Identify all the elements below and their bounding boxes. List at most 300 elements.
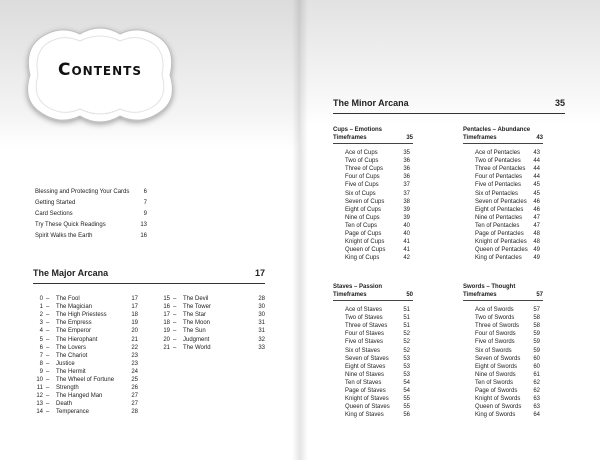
major-arcana-name: Judgment [183, 336, 210, 343]
major-arcana-dash: – [173, 296, 177, 302]
suit-card-entry [475, 339, 540, 347]
major-arcana-dash: – [46, 401, 50, 408]
suit-card-entry [475, 356, 540, 364]
major-arcana-dash: – [46, 377, 50, 383]
suit-heading-page: 43 [536, 135, 543, 141]
major-arcana-dash: – [46, 352, 50, 359]
suit-card-name: Nine of Staves [345, 371, 385, 378]
major-arcana-page-number: 19 [131, 320, 138, 327]
suit-card-page: 60 [533, 363, 540, 370]
major-arcana-number: 8 [39, 360, 43, 367]
suit-card-entry [345, 388, 410, 396]
suit-card-entry [345, 191, 410, 199]
suit-card-entry [475, 231, 540, 239]
major-arcana-name: Justice [56, 360, 75, 367]
major-arcana-name: The Sun [183, 328, 206, 335]
suit-card-entry [475, 364, 540, 372]
suit-card-page: 39 [403, 214, 410, 221]
suit-card-name: Seven of Pentacles [475, 198, 527, 205]
suit-card-name: Six of Cups [345, 190, 376, 197]
suit-card-page: 40 [403, 222, 410, 229]
major-arcana-name: The Chariot [56, 352, 88, 359]
suit-card-name: Queen of Pentacles [475, 247, 528, 254]
suit-card-page: 56 [403, 412, 410, 419]
major-arcana-number: 10 [36, 377, 43, 383]
suit-card-page: 55 [403, 396, 410, 403]
suit-card-page: 52 [403, 339, 410, 346]
book-gutter-shadow [292, 0, 308, 460]
major-arcana-name: Temperance [56, 409, 90, 416]
major-arcana-dash: – [46, 344, 50, 351]
major-arcana-entry [33, 353, 138, 361]
suit-card-page: 57 [533, 307, 540, 313]
suit-card-name: Two of Staves [345, 315, 383, 322]
suit-card-page: 54 [403, 379, 410, 386]
major-arcana-dash: – [173, 336, 177, 343]
suit-card-name: Queen of Swords [475, 404, 522, 411]
suit-card-name: Three of Swords [475, 323, 520, 330]
suit-card-entry [345, 199, 410, 207]
major-arcana-dash: – [46, 393, 50, 400]
major-arcana-entry [33, 401, 138, 409]
suit-card-entry [475, 223, 540, 231]
major-arcana-page-number: 23 [131, 352, 138, 359]
major-arcana-page-number: 31 [258, 328, 265, 335]
suit-heading-page: 35 [406, 135, 413, 141]
major-arcana-title: The Major Arcana [33, 268, 109, 278]
suit-card-entry [475, 247, 540, 255]
major-arcana-page-number: 28 [258, 296, 265, 302]
suit-card-page: 53 [403, 363, 410, 370]
major-arcana-name: The Hierophant [56, 336, 98, 343]
major-arcana-dash: – [46, 320, 50, 327]
suit-card-name: Knight of Staves [345, 396, 389, 403]
suit-card-page: 54 [403, 388, 410, 394]
suit-card-page: 58 [533, 315, 540, 322]
suit-card-entry [475, 191, 540, 199]
intro-entry-label: Try These Quick Readings [35, 222, 106, 228]
major-arcana-name: Death [56, 401, 73, 408]
suit-card-entry [345, 348, 410, 356]
intro-entry-page: 6 [143, 189, 147, 195]
suit-card-entry [345, 315, 410, 323]
suit-card-page: 48 [533, 231, 540, 237]
suit-card-page: 37 [403, 182, 410, 189]
major-arcana-entry [33, 369, 138, 377]
suit-card-name: King of Staves [345, 412, 384, 419]
major-arcana-number: 5 [39, 336, 43, 343]
suit-card-name: Knight of Swords [475, 396, 521, 403]
suit-heading [333, 283, 413, 299]
suit-card-entry [345, 215, 410, 223]
major-arcana-number: 20 [163, 336, 170, 343]
suit-card-entry [475, 315, 540, 323]
major-arcana-number: 18 [163, 320, 170, 327]
major-arcana-page-number: 20 [131, 328, 138, 335]
suit-card-entry [345, 207, 410, 215]
major-arcana-number: 1 [39, 304, 43, 311]
suit-rule [333, 300, 413, 301]
suit-card-entry [345, 380, 410, 388]
suit-card-name: Page of Staves [345, 388, 386, 394]
suit-card-entry [345, 158, 410, 166]
major-arcana-page-number: 27 [131, 393, 138, 400]
suit-rule [463, 300, 543, 301]
suit-card-entry [475, 331, 540, 339]
suit-card-name: Two of Pentacles [475, 158, 521, 165]
suit-heading-page: 57 [536, 292, 543, 298]
major-arcana-page-number: 24 [131, 368, 138, 375]
suit-card-entry [475, 182, 540, 190]
suit-card-page: 39 [403, 206, 410, 213]
suit-card-page: 44 [533, 166, 540, 173]
suit-card-page: 59 [533, 347, 540, 354]
major-arcana-number: 2 [39, 312, 43, 319]
suit-card-name: Knight of Cups [345, 239, 385, 246]
major-arcana-page-number: 33 [258, 344, 265, 351]
suit-card-entry [345, 356, 410, 364]
major-arcana-dash: – [46, 409, 50, 416]
suit-card-entry [345, 231, 410, 239]
suit-card-name: Ten of Staves [345, 379, 382, 386]
suit-heading [463, 126, 543, 142]
major-arcana-name: The Tower [183, 304, 211, 311]
suit-card-entry [475, 255, 540, 263]
major-arcana-name: Strength [56, 385, 79, 392]
suit-card-entry [345, 150, 410, 158]
major-arcana-number: 14 [36, 409, 43, 416]
suit-card-entry [345, 239, 410, 247]
suit-card-name: Page of Cups [345, 231, 382, 237]
major-arcana-number: 12 [36, 393, 43, 400]
suit-card-name: Ace of Staves [345, 307, 383, 313]
suit-card-name: King of Pentacles [475, 255, 522, 262]
major-arcana-page-number: 23 [131, 360, 138, 367]
suit-card-name: King of Swords [475, 412, 516, 419]
suit-card-name: Eight of Swords [475, 363, 518, 370]
suit-card-name: Three of Staves [345, 323, 388, 330]
suit-card-entry [345, 323, 410, 331]
suit-card-page: 64 [533, 412, 540, 419]
intro-entry [35, 233, 147, 239]
major-arcana-heading [33, 268, 265, 278]
major-arcana-number: 19 [163, 328, 170, 335]
suit-card-page: 41 [403, 247, 410, 254]
suit-card-name: Three of Pentacles [475, 166, 526, 173]
major-arcana-dash: – [46, 312, 50, 319]
suit-card-name: Six of Pentacles [475, 190, 519, 197]
intro-entry-page: 9 [143, 211, 147, 217]
suit-card-page: 58 [533, 323, 540, 330]
suit-card-entry [475, 404, 540, 412]
major-arcana-dash: – [46, 304, 50, 311]
major-arcana-number: 13 [36, 401, 43, 408]
major-arcana-page-number: 30 [258, 304, 265, 311]
major-arcana-name: The Empress [56, 320, 92, 327]
suit-card-name: Two of Swords [475, 315, 515, 322]
intro-entry-label: Card Sections [35, 211, 73, 217]
suit-card-name: Nine of Cups [345, 214, 380, 221]
suit-card-name: Ten of Cups [345, 222, 378, 229]
suit-heading-title: Swords – Thought [463, 284, 516, 290]
major-arcana-entry [160, 304, 265, 312]
suit-heading-subtitle: Timeframes [463, 135, 497, 141]
suit-heading-subtitle: Timeframes [463, 292, 497, 298]
major-arcana-number: 17 [163, 312, 170, 319]
major-arcana-page-number: 30 [258, 312, 265, 319]
major-arcana-page-number: 17 [131, 304, 138, 311]
suit-card-page: 36 [403, 166, 410, 173]
major-arcana-entry [160, 320, 265, 328]
major-arcana-name: The Devil [183, 296, 209, 302]
suit-card-entry [345, 372, 410, 380]
intro-entry-page: 7 [143, 200, 147, 206]
major-arcana-name: The Moon [183, 320, 211, 327]
suit-card-page: 36 [403, 158, 410, 165]
major-arcana-name: The Lovers [56, 344, 87, 351]
major-arcana-dash: – [173, 320, 177, 327]
suit-card-entry [475, 380, 540, 388]
suit-card-name: Four of Swords [475, 331, 516, 338]
major-arcana-entry [160, 296, 265, 304]
suit-card-page: 47 [533, 214, 540, 221]
major-arcana-entry [33, 385, 138, 393]
suit-card-entry [345, 404, 410, 412]
suit-card-name: Eight of Staves [345, 363, 386, 370]
major-arcana-entry [33, 296, 138, 304]
major-arcana-number: 0 [39, 296, 43, 302]
major-arcana-number: 3 [39, 320, 43, 327]
major-arcana-page-number: 21 [131, 336, 138, 343]
suit-heading [333, 126, 413, 142]
major-arcana-entry [33, 337, 138, 345]
suit-card-page: 44 [533, 158, 540, 165]
suit-card-page: 60 [533, 355, 540, 362]
suit-card-name: Five of Pentacles [475, 182, 522, 189]
major-arcana-dash: – [46, 360, 50, 367]
suit-card-page: 43 [533, 150, 540, 156]
suit-heading-page: 50 [406, 292, 413, 298]
major-arcana-name: The Fool [56, 296, 80, 302]
suit-card-page: 51 [403, 323, 410, 330]
major-arcana-entry [33, 320, 138, 328]
suit-card-name: Queen of Staves [345, 404, 390, 411]
suit-card-name: Page of Swords [475, 388, 518, 394]
suit-heading-title: Pentacles – Abundance [463, 127, 531, 133]
suit-card-page: 59 [533, 339, 540, 346]
major-arcana-number: 11 [36, 385, 43, 392]
suit-card-page: 53 [403, 371, 410, 378]
suit-card-entry [345, 396, 410, 404]
suit-heading-subtitle: Timeframes [333, 292, 367, 298]
suit-card-page: 49 [533, 255, 540, 262]
suit-card-entry [345, 364, 410, 372]
suit-card-entry [345, 255, 410, 263]
suit-card-entry [345, 307, 410, 315]
major-arcana-entry [33, 409, 138, 417]
suit-card-entry [475, 199, 540, 207]
major-arcana-name: The Magician [56, 304, 93, 311]
major-arcana-page-number: 28 [131, 409, 138, 416]
suit-card-entry [475, 215, 540, 223]
suit-card-name: Ten of Pentacles [475, 222, 520, 229]
major-arcana-entry [160, 337, 265, 345]
suit-card-entry [475, 323, 540, 331]
suit-card-page: 63 [533, 396, 540, 403]
major-arcana-dash: – [46, 385, 50, 392]
suit-card-entry [475, 412, 540, 420]
major-arcana-page-number: 25 [131, 377, 138, 383]
minor-arcana-heading [333, 98, 565, 108]
major-arcana-entry [33, 328, 138, 336]
suit-card-page: 46 [533, 198, 540, 205]
suit-card-name: Ace of Pentacles [475, 150, 521, 156]
suit-card-entry [345, 339, 410, 347]
suit-card-name: Seven of Cups [345, 198, 385, 205]
suit-card-page: 40 [403, 231, 410, 237]
suit-card-name: Ace of Cups [345, 150, 378, 156]
major-arcana-entry [160, 328, 265, 336]
minor-arcana-title: The Minor Arcana [333, 98, 409, 108]
suit-card-entry [345, 331, 410, 339]
suit-card-name: Six of Swords [475, 347, 512, 354]
suit-card-name: Seven of Swords [475, 355, 521, 362]
major-arcana-page-number: 18 [131, 312, 138, 319]
major-arcana-dash: – [173, 328, 177, 335]
major-arcana-name: The World [183, 344, 211, 351]
intro-entry [35, 200, 147, 206]
suit-card-page: 51 [403, 307, 410, 313]
major-arcana-dash: – [46, 296, 50, 302]
suit-card-page: 45 [533, 190, 540, 197]
major-arcana-number: 16 [163, 304, 170, 311]
suit-heading-title: Staves – Passion [333, 284, 383, 290]
suit-card-entry [345, 223, 410, 231]
suit-card-name: Four of Pentacles [475, 174, 523, 181]
suit-heading-title: Cups – Emotions [333, 127, 383, 133]
suit-card-page: 46 [533, 206, 540, 213]
suit-card-entry [475, 158, 540, 166]
suit-card-entry [345, 182, 410, 190]
intro-entry-page: 13 [140, 222, 147, 228]
suit-card-page: 38 [403, 198, 410, 205]
suit-card-page: 42 [403, 255, 410, 262]
suit-card-name: Five of Staves [345, 339, 384, 346]
suit-card-page: 48 [533, 239, 540, 246]
suit-rule [463, 143, 543, 144]
suit-card-page: 53 [403, 355, 410, 362]
suit-card-entry [475, 372, 540, 380]
major-arcana-entry [33, 312, 138, 320]
suit-rule [333, 143, 413, 144]
major-arcana-entry [33, 345, 138, 353]
suit-card-entry [475, 174, 540, 182]
suit-card-name: Five of Cups [345, 182, 379, 189]
major-arcana-number: 4 [39, 328, 43, 335]
suit-card-page: 37 [403, 190, 410, 197]
suit-card-name: Knight of Pentacles [475, 239, 527, 246]
intro-entry-label: Getting Started [35, 200, 76, 206]
suit-card-entry [475, 348, 540, 356]
suit-card-entry [345, 247, 410, 255]
suit-card-name: Queen of Cups [345, 247, 386, 254]
suit-card-name: Four of Staves [345, 331, 385, 338]
major-arcana-dash: – [173, 304, 177, 311]
major-arcana-dash: – [173, 312, 177, 319]
suit-card-page: 49 [533, 247, 540, 254]
suit-card-entry [475, 239, 540, 247]
suit-card-page: 36 [403, 174, 410, 181]
suit-card-page: 47 [533, 222, 540, 229]
major-arcana-page-number: 31 [258, 320, 265, 327]
major-arcana-number: 7 [39, 352, 43, 359]
major-arcana-name: The Hermit [56, 368, 86, 375]
suit-card-entry [475, 166, 540, 174]
suit-card-entry [345, 166, 410, 174]
suit-card-page: 51 [403, 315, 410, 322]
major-arcana-number: 6 [39, 344, 43, 351]
suit-card-name: Four of Cups [345, 174, 380, 181]
major-arcana-page-number: 27 [131, 401, 138, 408]
major-arcana-entry [160, 345, 265, 353]
major-arcana-page: 17 [254, 268, 265, 278]
intro-entry [35, 222, 147, 228]
suit-card-page: 45 [533, 182, 540, 189]
contents-title: Contents [58, 60, 142, 80]
major-arcana-entry [33, 361, 138, 369]
suit-card-name: Ten of Swords [475, 379, 514, 386]
major-arcana-entry [33, 393, 138, 401]
suit-card-entry [345, 412, 410, 420]
major-arcana-dash: – [173, 344, 177, 351]
major-arcana-entry [160, 312, 265, 320]
intro-entry-page: 16 [140, 233, 147, 239]
suit-card-page: 35 [403, 150, 410, 156]
intro-entry-label: Blessing and Protecting Your Cards [35, 189, 130, 195]
major-arcana-page-number: 32 [258, 336, 265, 343]
suit-card-name: Three of Cups [345, 166, 384, 173]
suit-card-name: Two of Cups [345, 158, 379, 165]
suit-card-page: 44 [533, 174, 540, 181]
contents-badge [20, 20, 180, 130]
suit-card-page: 52 [403, 347, 410, 354]
major-arcana-dash: – [46, 336, 50, 343]
major-arcana-page-number: 26 [131, 385, 138, 392]
suit-card-name: Six of Staves [345, 347, 381, 354]
major-arcana-dash: – [46, 328, 50, 335]
major-arcana-name: The Emperor [56, 328, 92, 335]
major-arcana-name: The Wheel of Fortune [56, 377, 115, 383]
suit-card-name: King of Cups [345, 255, 380, 262]
suit-card-name: Eight of Pentacles [475, 206, 524, 213]
suit-card-page: 62 [533, 388, 540, 394]
suit-card-page: 59 [533, 331, 540, 338]
suit-card-entry [475, 307, 540, 315]
intro-entry [35, 189, 147, 195]
major-arcana-entry [33, 304, 138, 312]
suit-card-entry [475, 388, 540, 396]
suit-card-name: Five of Swords [475, 339, 515, 346]
suit-heading-subtitle: Timeframes [333, 135, 367, 141]
major-arcana-dash: – [46, 368, 50, 375]
major-arcana-name: The Star [183, 312, 207, 319]
suit-card-name: Eight of Cups [345, 206, 382, 213]
suit-card-page: 62 [533, 379, 540, 386]
minor-arcana-rule [333, 113, 565, 114]
major-arcana-number: 21 [163, 344, 170, 351]
suit-card-entry [345, 174, 410, 182]
major-arcana-name: The High Priestess [56, 312, 107, 319]
